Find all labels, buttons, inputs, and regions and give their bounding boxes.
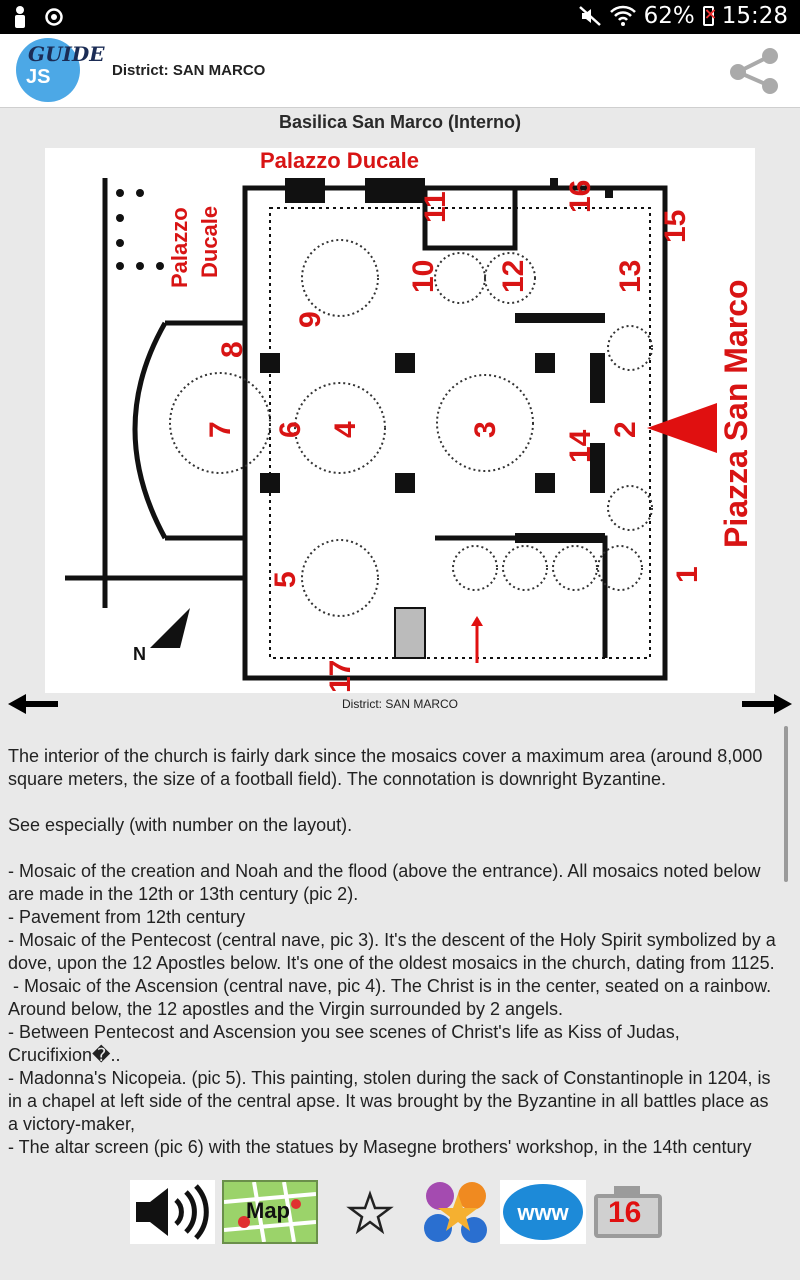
map-number-13: 13 [614,259,647,293]
map-number-5: 5 [269,571,302,588]
paragraph: - Between Pentecost and Ascension you see scenes of Christ's life as Kiss of Judas, Crucifixion�.. [8,1022,680,1065]
map-number-15: 15 [659,209,692,243]
website-icon[interactable] [500,1180,586,1244]
map-number-4: 4 [329,421,362,438]
map-button-label: Map [246,1198,290,1223]
basilica-floor-plan[interactable] [45,148,755,693]
svg-text:www: www [517,1200,569,1225]
map-number-11: 11 [419,191,452,223]
ducale-side-label: Ducale [197,205,222,278]
bottom-toolbar [0,1170,800,1280]
photo-count: 16 [608,1196,642,1229]
map-number-3: 3 [469,421,502,438]
paragraph: - Mosaic of the Pentecost (central nave, pic 3). It's the descent of the Holy Spirit symbolized by a dove, upon the 12 Apostles below. It's one of the oldest mosaics in the church, dating from 1125. [8,930,776,973]
services-icon[interactable] [420,1180,496,1244]
spacer [8,837,782,860]
paragraph: - Mosaic of the creation and Noah and the flood (above the entrance). All mosaics noted below are made in the 12th or 13th century (pic 2). [8,861,761,904]
map-number-9: 9 [294,311,327,328]
wifi-icon [610,5,636,27]
palazzo-ducale-label: Palazzo Ducale [260,148,419,173]
battery-percent: 62% [643,3,695,29]
logo-guide-text: GUIDE [28,42,105,66]
app-bar [0,34,800,108]
piazza-label: Piazza San Marco [718,279,754,548]
map-caption: District: SAN MARCO [341,697,458,711]
logo-js-text: JS [26,66,51,88]
map-number-1: 1 [671,566,704,583]
description-text[interactable] [0,745,790,1170]
paragraph: - The altar screen (pic 6) with the statues by Masegne brothers' workshop, in the 14th century [8,1137,752,1157]
favorite-star-icon[interactable] [344,1180,396,1244]
battery-icon [703,6,714,26]
mute-icon [578,4,602,28]
map-number-14: 14 [564,429,597,463]
map-number-6: 6 [274,421,307,438]
next-arrow-icon[interactable] [742,694,792,714]
map-number-8: 8 [216,341,249,358]
person-icon [12,5,28,29]
map-number-7: 7 [204,421,237,438]
photos-button[interactable] [592,1180,664,1244]
clock: 15:28 [721,3,788,29]
map-number-16: 16 [564,179,597,213]
paragraph: - Mosaic of the Ascension (central nave, pic 4). The Christ is in the center, seated on a rainbow. Around below, the 12 apostles and the Virgin surrounded by 2 angels. [8,976,776,1019]
speaker-icon[interactable] [130,1180,215,1244]
paragraph: - Madonna's Nicopeia. (pic 5). This painting, stolen during the sack of Constantinople in 1204, is in a chapel at left side of the central apse. It was brought by the Byzantine in all battles place as a victory-maker, [8,1068,771,1134]
map-number-12: 12 [497,259,530,293]
scrollbar[interactable] [784,726,788,882]
north-label: N [133,644,146,664]
paragraph: See especially (with number on the layout). [8,815,353,835]
district-label: District: SAN MARCO [112,62,266,79]
status-bar [0,0,800,34]
palazzo-side-label: Palazzo [167,207,192,288]
paragraph: - Pavement from 12th century [8,907,246,927]
spacer [8,791,782,814]
map-number-17: 17 [324,659,357,693]
whatsapp-icon [44,7,64,27]
page-title: Basilica San Marco (Interno) [278,112,522,132]
paragraph: The interior of the church is fairly dark since the mosaics cover a maximum area (around 8,000 square meters, the size of a football field). The connotation is downright Byzantine. [8,746,763,789]
map-number-10: 10 [407,259,440,293]
share-icon[interactable] [724,42,784,98]
map-button[interactable] [222,1180,318,1244]
map-number-2: 2 [609,421,642,438]
